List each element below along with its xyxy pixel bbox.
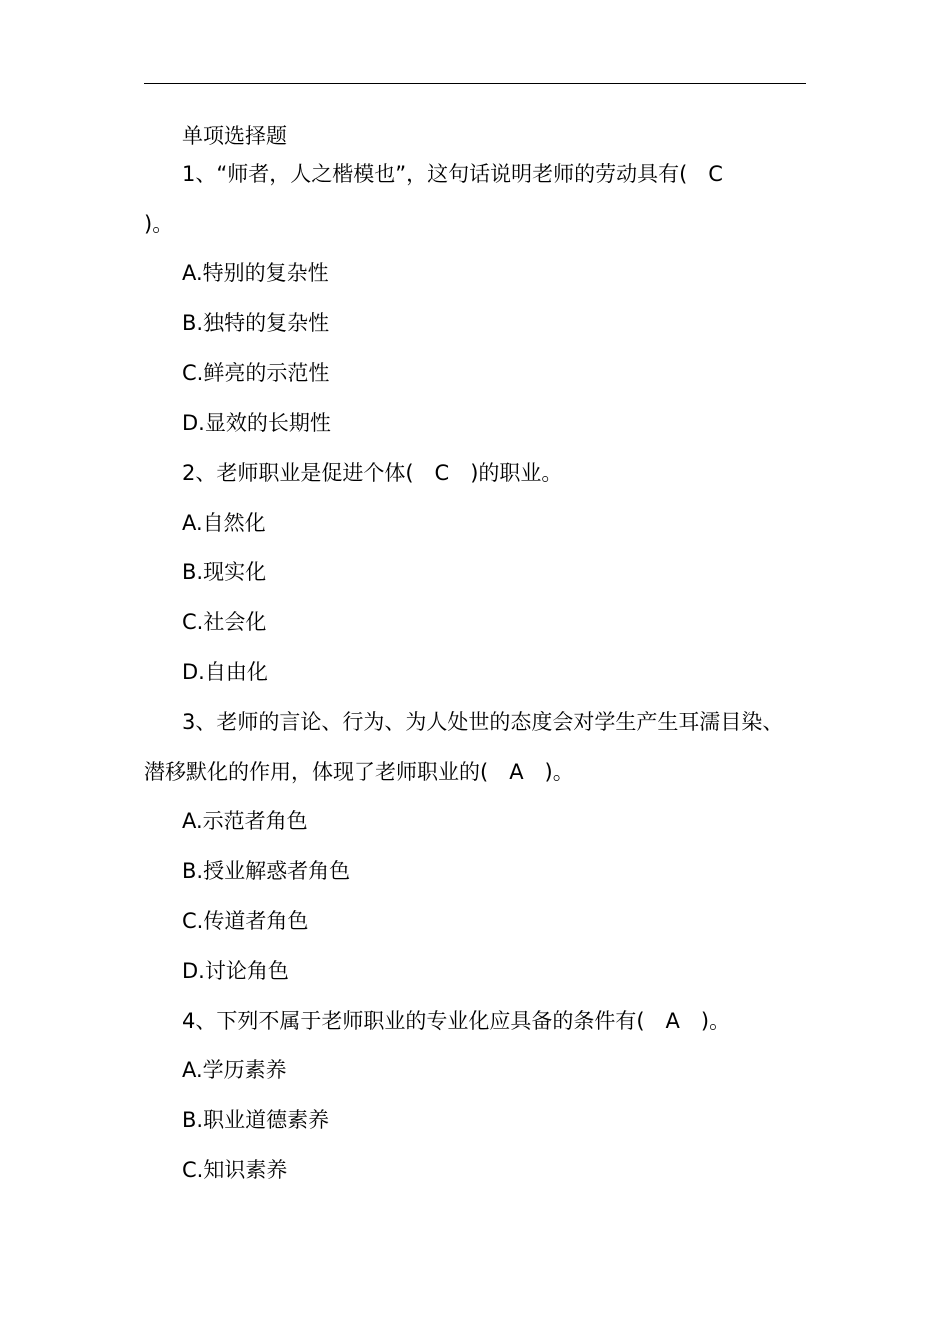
question-3-option-b: B.授业解惑者角色 <box>182 859 351 883</box>
question-3-option-c: C.传道者角色 <box>182 909 309 933</box>
question-2-option-b: B.现实化 <box>182 560 267 584</box>
question-4-option-c: C.知识素养 <box>182 1158 288 1182</box>
question-2-option-c: C.社会化 <box>182 610 267 634</box>
question-2-option-a: A.自然化 <box>182 511 266 535</box>
section-title: 单项选择题 <box>182 124 287 148</box>
question-3-stem-continued: 潜移默化的作用，体现了老师职业的( A )。 <box>144 760 574 784</box>
question-2-stem: 2、老师职业是促进个体( C )的职业。 <box>182 461 563 485</box>
question-3-option-a: A.示范者角色 <box>182 809 308 833</box>
question-3-stem: 3、老师的言论、行为、为人处世的态度会对学生产生耳濡目染、 <box>182 710 784 734</box>
question-2-option-d: D.自由化 <box>182 660 268 684</box>
question-1-stem: 1、“师者，人之楷模也”，这句话说明老师的劳动具有( C <box>182 162 723 186</box>
question-1-option-a: A.特别的复杂性 <box>182 261 329 285</box>
question-4-option-b: B.职业道德素养 <box>182 1108 330 1132</box>
question-1-option-d: D.显效的长期性 <box>182 411 331 435</box>
question-1-stem-continued: )。 <box>144 212 174 236</box>
question-1-option-b: B.独特的复杂性 <box>182 311 330 335</box>
question-4-stem: 4、下列不属于老师职业的专业化应具备的条件有( A )。 <box>182 1009 731 1033</box>
header-rule <box>144 83 806 84</box>
question-1-option-c: C.鲜亮的示范性 <box>182 361 330 385</box>
question-4-option-a: A.学历素养 <box>182 1058 287 1082</box>
question-3-option-d: D.讨论角色 <box>182 959 289 983</box>
